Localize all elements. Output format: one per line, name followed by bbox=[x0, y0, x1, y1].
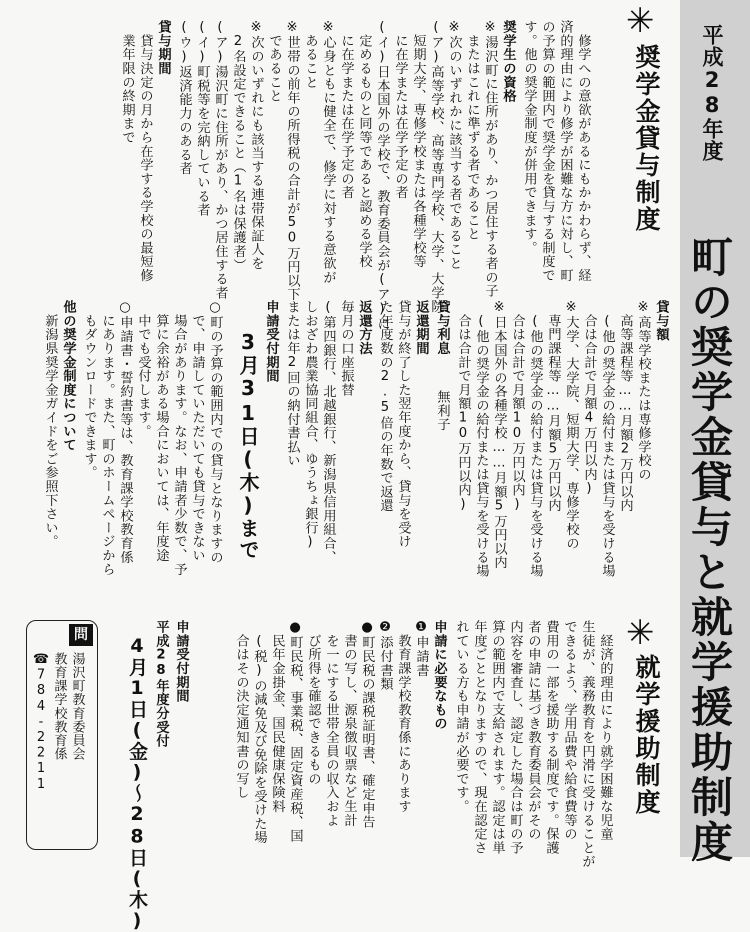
qualification-line: ※次のいずれにも該当する連帯保証人を bbox=[248, 20, 264, 271]
qualification-line: 2名設定できること（1名は保護者） bbox=[230, 20, 246, 272]
others-heading: 他の奨学金制度について bbox=[60, 300, 76, 452]
required-line: ●町民税の課税証明書、確定申告 bbox=[359, 620, 375, 829]
qualification-line: (ア)湯沢町に住所があり、かつ居住する者 bbox=[212, 20, 228, 300]
repayment-period-line: 貸与が終了した翌年度から、貸与を受け bbox=[395, 300, 411, 549]
contact-label: 問 bbox=[69, 624, 93, 646]
repayment-method-heading: 返還方法 bbox=[356, 300, 372, 356]
scholarship-heading: 奨学金貸与制度 bbox=[632, 44, 661, 233]
amount-line: 合は合計で月額10万円以内) bbox=[455, 300, 471, 513]
others-line: 新潟県奨学金ガイドをご参照下さい。 bbox=[42, 300, 58, 549]
assistance-intro: 生徒が、義務教育を円滑に受けることが bbox=[579, 620, 595, 869]
note-line: にあります。また、町のホームページから bbox=[99, 300, 115, 576]
repayment-period-line: た年度数の2.5倍の年数で返還 bbox=[377, 300, 393, 513]
deadline-heading: 申請受付期間 bbox=[263, 300, 279, 383]
contact-org: 湯沢町教育委員会 bbox=[69, 652, 85, 761]
asterisk-icon: ✳ bbox=[626, 1, 655, 41]
repayment-method-line: しおざわ農業協同組合、ゆうちょ銀行) bbox=[302, 300, 318, 551]
required-line: (税)の減免及び免除を受けた場 bbox=[251, 620, 267, 845]
assistance-intro: 年度ごととなりますので、現在認定さ bbox=[471, 620, 487, 855]
assist-deadline-heading: 申請受付期間 bbox=[173, 620, 189, 703]
qualification-line: 定めるものと同等であると認める学校 bbox=[356, 20, 372, 269]
assistance-intro: できるよう、学用品費や給食費等の bbox=[561, 620, 577, 841]
qualification-line: (イ)町税等を完納している者 bbox=[194, 20, 210, 217]
qualification-line: に在学または在学予定の者 bbox=[392, 20, 408, 200]
note-line: もダウンロードできます。 bbox=[81, 300, 97, 480]
interest-value: 無利子 bbox=[434, 390, 450, 432]
note-line: 算に余裕がある場合においては、年度途 bbox=[153, 300, 169, 563]
required-line: ❷添付書類 bbox=[377, 620, 393, 691]
qualification-line: 短期大学、専修学校または各種学校等 bbox=[410, 20, 426, 269]
repayment-method-line: または年2回の納付書払い bbox=[284, 300, 300, 468]
qualification-line: (イ)日本国外の学校で、教育委員会が(ア)に bbox=[374, 20, 390, 331]
required-line: 教育課学校教育係にあります bbox=[395, 620, 411, 814]
required-line: 合はその決定通知書の写し bbox=[233, 620, 249, 800]
amount-line: ※大学、大学院、短期大学、専修学校の bbox=[563, 300, 579, 551]
qualification-line: であること bbox=[266, 20, 282, 103]
amount-line: (他の奨学金の給付または貸与を受ける場 bbox=[473, 300, 489, 578]
scholarship-intro-4: す。他の奨学金制度が併用できます。 bbox=[521, 20, 537, 255]
assistance-intro: れている方も申請が必要です。 bbox=[453, 620, 469, 814]
scholarship-intro-1: 修学への意欲があるにもかかわらず、経 bbox=[575, 20, 591, 283]
period-heading: 貸与期間 bbox=[155, 20, 171, 76]
required-heading: 申請に必要なもの bbox=[431, 620, 447, 731]
note-line: ○申請書・誓約書等は、教育課学校教育係 bbox=[117, 300, 133, 564]
amount-line: 合は合計で月額4万円以内) bbox=[581, 300, 597, 497]
period-line: 貸与決定の月から在学する学校の最短修 bbox=[137, 20, 153, 283]
scholarship-intro-2: 済的理由により修学が困難な方に対し、町 bbox=[557, 20, 573, 283]
period-line: 業年限の終期まで bbox=[119, 20, 135, 145]
required-line: ❶申請書 bbox=[413, 620, 429, 677]
qualification-line: ※湯沢町に住所があり、かつ居住する者の子 bbox=[482, 20, 498, 298]
asterisk-icon: ✳ bbox=[626, 613, 655, 653]
qualification-line: またはこれに準ずる者であること bbox=[464, 20, 480, 241]
qualification-line: ※心身ともに健全で、修学に対する意欲が bbox=[320, 20, 336, 284]
qualification-line: に在学または在学予定の者 bbox=[338, 20, 354, 200]
assist-deadline-date: 4月1日(金)〜28日(木) bbox=[126, 635, 148, 932]
qualification-line: (ア)高等学校、高等専門学校、大学、大学院、 bbox=[428, 20, 444, 328]
amount-line: (他の奨学金の給付または貸与を受ける場 bbox=[527, 300, 543, 578]
qualification-line: あること bbox=[302, 20, 318, 89]
qualification-line: (ウ)返済能力のある者 bbox=[176, 20, 192, 176]
assistance-heading: 就学援助制度 bbox=[632, 654, 661, 816]
assist-deadline-sub: 平成28年度分受付 bbox=[153, 620, 169, 748]
required-line: 書の写し、源泉徴収票など生計 bbox=[341, 620, 357, 827]
note-line: ○町の予算の範囲内での貸与となりますの bbox=[207, 300, 223, 564]
amount-heading: 貸与額 bbox=[653, 300, 669, 342]
repayment-period-heading: 返還期間 bbox=[413, 300, 429, 356]
amount-line: ※高等学校または専修学校の bbox=[635, 300, 651, 482]
amount-line: 高等課程等……月額2万円以内 bbox=[617, 300, 633, 513]
required-line: を一にする世帯全員の収入およ bbox=[323, 620, 339, 827]
assistance-intro: 経済的理由により就学困難な児童 bbox=[597, 620, 613, 841]
required-line: 民年金掛金、国民健康保険料 bbox=[269, 620, 285, 814]
assistance-intro: 算の範囲内で支給されます。認定は単 bbox=[489, 620, 505, 855]
note-line: 場合があります。なお、申請者少数で、予 bbox=[171, 300, 187, 576]
amount-line: (他の奨学金の給付または貸与を受ける場 bbox=[599, 300, 615, 578]
contact-phone: ☎784-2211 bbox=[33, 652, 49, 793]
qualification-line: ※世帯の前年の所得税の合計が50万円以下 bbox=[284, 20, 300, 302]
repayment-method-line: 毎月の口座振替 bbox=[338, 300, 354, 397]
scholarship-intro-3: の予算の範囲内で奨学金を貸与する制度で bbox=[539, 20, 555, 283]
amount-line: 専門課程等……月額5万円以内 bbox=[545, 300, 561, 513]
deadline-date: 3月31日(木)まで bbox=[236, 330, 260, 560]
required-line: ●町民税、事業税、固定資産税、国 bbox=[287, 620, 303, 843]
required-line: び所得を確認できるもの bbox=[305, 620, 321, 786]
note-line: で、申請していただいても貸与できない bbox=[189, 300, 205, 563]
amount-line: ※日本国外の各種学校……月額5万円以内 bbox=[491, 300, 507, 570]
assistance-intro: 内容を審査し、認定した場合は町の予 bbox=[507, 620, 523, 855]
interest-heading: 貸与利息 bbox=[434, 300, 450, 356]
assistance-intro: 者の申請に基づき教育委員会がその bbox=[525, 620, 541, 841]
qualification-heading: 奨学生の資格 bbox=[500, 20, 516, 103]
year-label: 平成28年度 bbox=[700, 24, 724, 162]
contact-dept: 教育課学校教育係 bbox=[51, 652, 67, 761]
repayment-method-line: (第四銀行、北越銀行、新潟県信用組合、 bbox=[320, 300, 336, 564]
amount-line: 合は合計で月額10万円以内) bbox=[509, 300, 525, 513]
assistance-intro: 費用の一部を援助する制度です。保護 bbox=[543, 620, 559, 855]
page-title: 町の奨学金貸与と就学援助制度 bbox=[685, 235, 734, 865]
qualification-line: ※次のいずれかに該当する者であること bbox=[446, 20, 462, 271]
note-line: 中でも受付します。 bbox=[135, 300, 151, 438]
